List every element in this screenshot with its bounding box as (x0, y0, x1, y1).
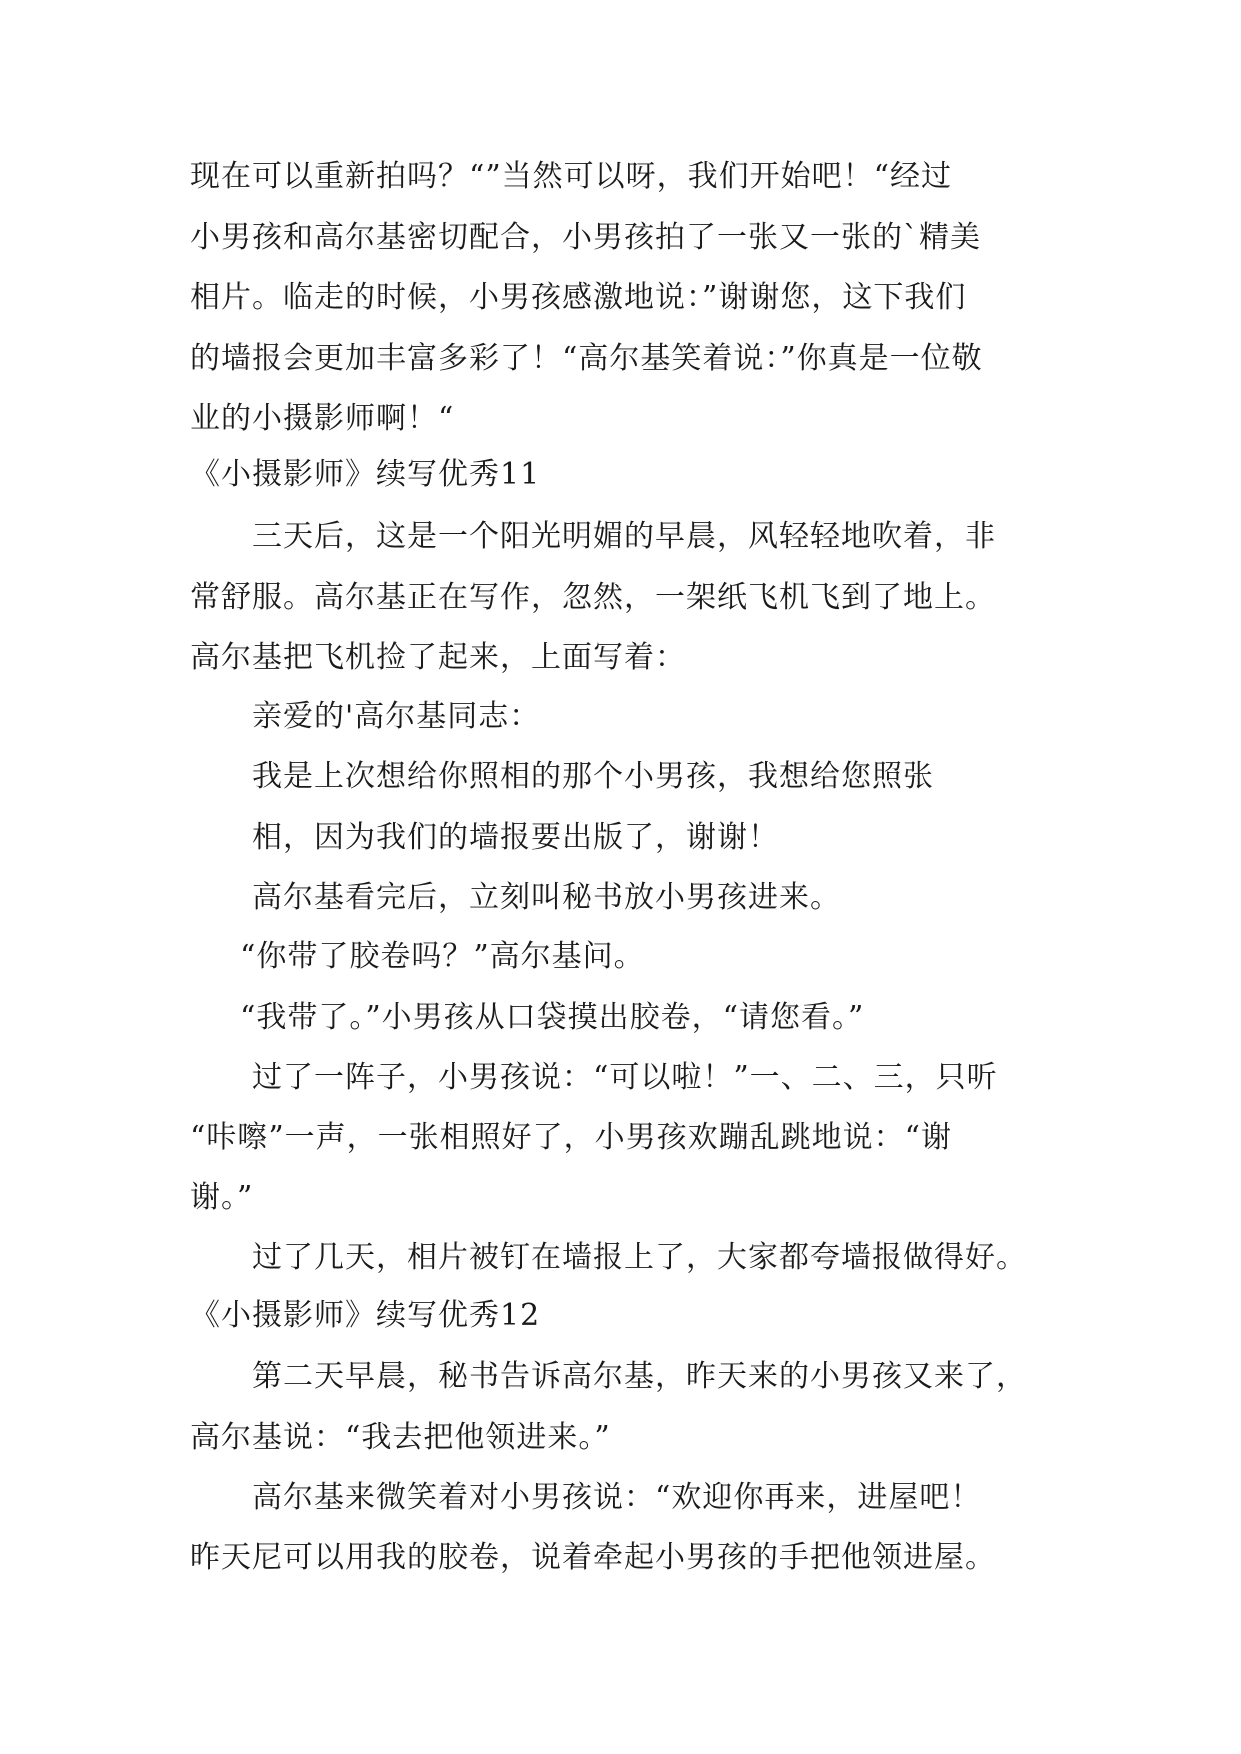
paragraph-line: 过了几天，相片被钉在墙报上了，大家都夸墙报做得好。 (252, 1240, 1027, 1275)
paragraph-line: 常舒服。高尔基正在写作，忽然，一架纸飞机飞到了地上。 (190, 580, 996, 615)
dialogue-line: “你带了胶卷吗？”高尔基问。 (240, 939, 645, 974)
paragraph-line: 三天后，这是一个阳光明媚的早晨，风轻轻地吹着，非 (252, 519, 996, 554)
paragraph-line: 过了一阵子，小男孩说：“可以啦！”一、二、三，只听 (252, 1060, 998, 1095)
paragraph-line: 现在可以重新拍吗？“”当然可以呀，我们开始吧！“经过 (190, 159, 953, 194)
paragraph-line: 高尔基说：“我去把他领进来。” (190, 1420, 611, 1455)
paragraph-line: 相片。临走的时候，小男孩感激地说：”谢谢您，这下我们 (190, 280, 967, 315)
paragraph-line: 高尔基来微笑着对小男孩说：“欢迎你再来，进屋吧！ (252, 1480, 982, 1515)
paragraph-line: 高尔基把飞机捡了起来，上面写着： (190, 640, 686, 675)
paragraph-line: 谢。” (190, 1180, 254, 1215)
dialogue-line: “我带了。”小男孩从口袋摸出胶卷，“请您看。” (240, 1000, 865, 1035)
paragraph-line: 的墙报会更加丰富多彩了！“高尔基笑着说：”你真是一位敬 (190, 341, 983, 376)
paragraph-line: 昨天尼可以用我的胶卷，说着牵起小男孩的手把他领进屋。 (190, 1540, 996, 1575)
letter-line: 相，因为我们的墙报要出版了，谢谢！ (252, 820, 779, 855)
paragraph-line: “咔嚓”一声，一张相照好了，小男孩欢蹦乱跳地说：“谢 (190, 1120, 953, 1155)
section-heading: 《小摄影师》续写优秀11 (190, 457, 541, 492)
section-heading: 《小摄影师》续写优秀12 (190, 1298, 541, 1333)
paragraph-line: 业的小摄影师啊！“ (190, 401, 455, 436)
letter-line: 我是上次想给你照相的那个小男孩，我想给您照张 (252, 759, 934, 794)
letter-salutation: 亲爱的'高尔基同志： (252, 699, 541, 734)
paragraph-line: 小男孩和高尔基密切配合，小男孩拍了一张又一张的`精美 (190, 220, 981, 255)
paragraph-line: 第二天早晨，秘书告诉高尔基，昨天来的小男孩又来了， (252, 1359, 1027, 1394)
paragraph-line: 高尔基看完后，立刻叫秘书放小男孩进来。 (252, 880, 841, 915)
